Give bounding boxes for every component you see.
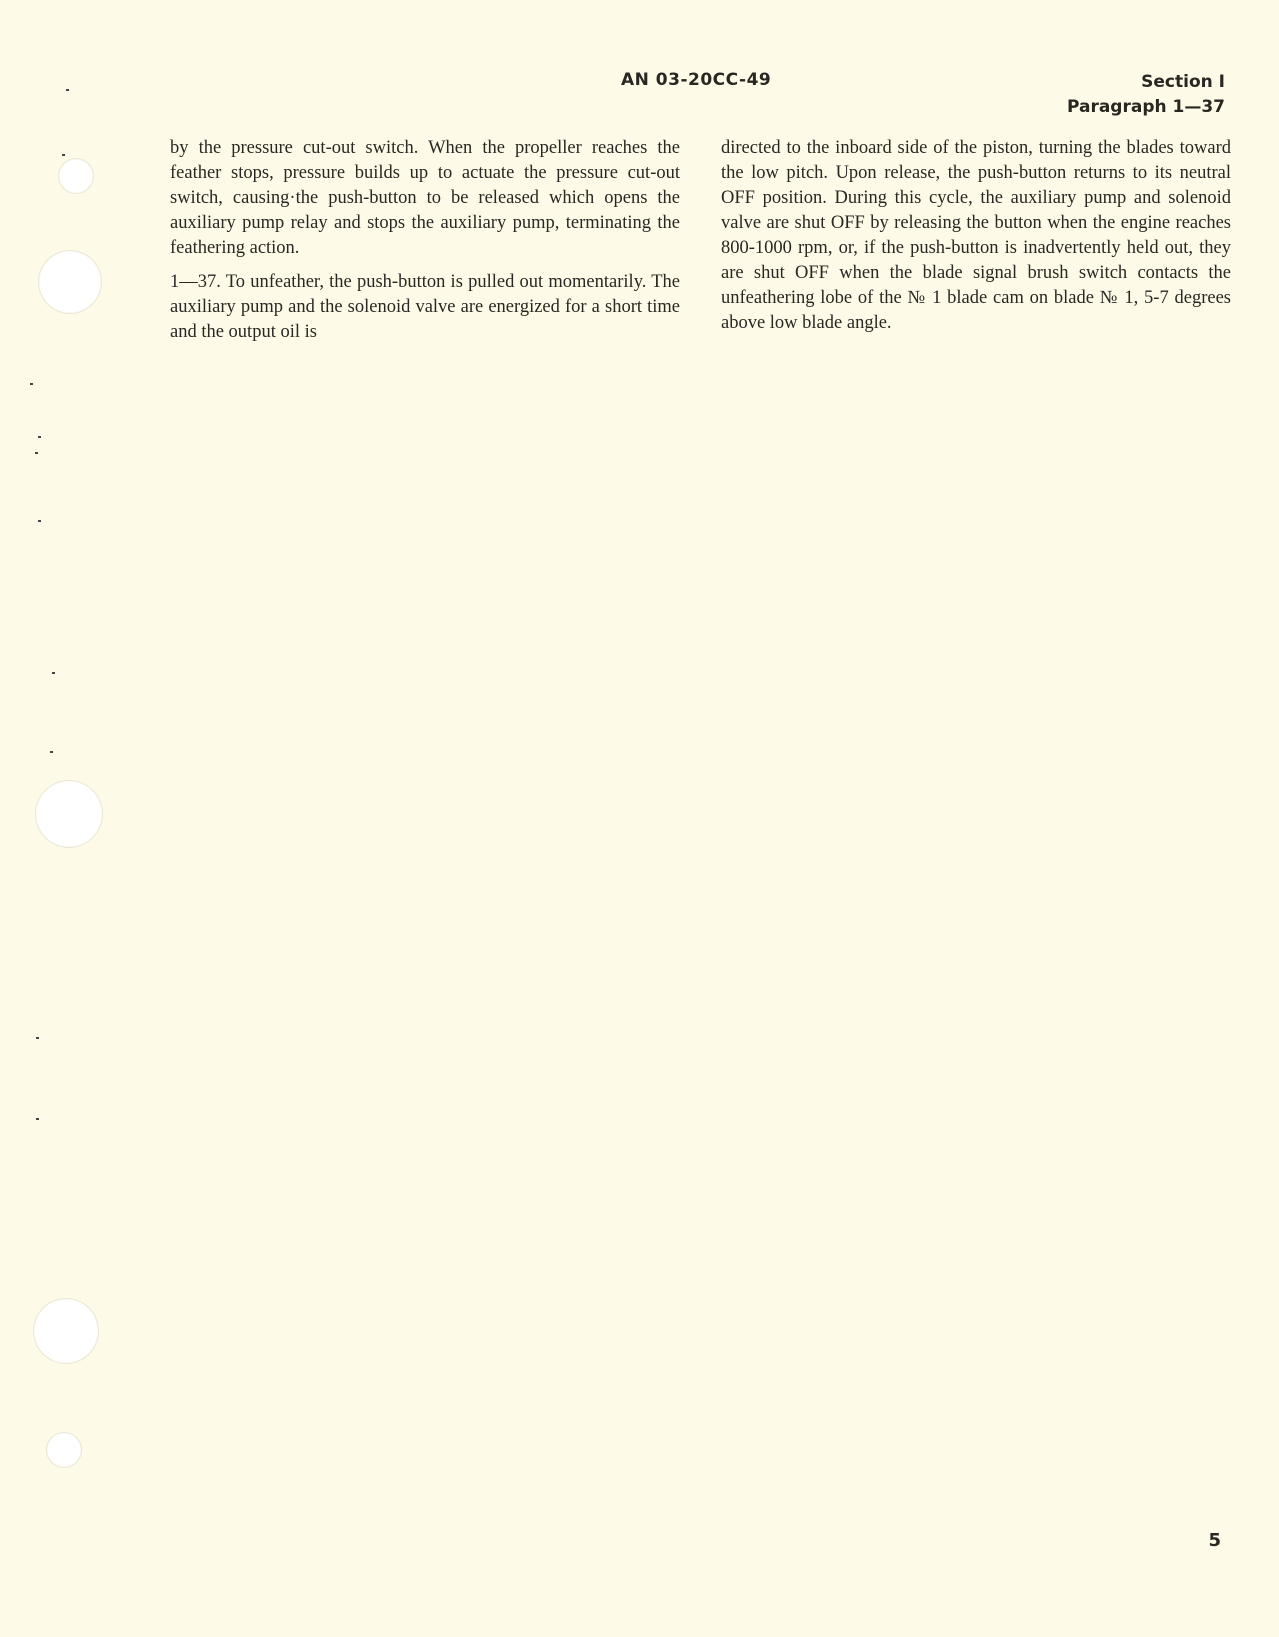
punch-hole bbox=[35, 780, 103, 848]
margin-mark bbox=[30, 383, 33, 385]
margin-mark bbox=[36, 1118, 39, 1120]
margin-mark bbox=[52, 672, 55, 674]
section-header bbox=[1067, 70, 1225, 120]
body-paragraph: by the pressure cut-out switch. When the propeller reaches the feather stops, pressure builds up to actuate the pressure cut-out switch, causing·the push-button to be released which opens the auxiliary pump relay and stops the auxiliary pump, terminating the feathering action. bbox=[170, 138, 680, 258]
paragraph-label: Paragraph 1—37 bbox=[1066, 97, 1225, 117]
punch-hole bbox=[46, 1432, 82, 1468]
section-label: Section I bbox=[1141, 72, 1225, 92]
margin-mark bbox=[38, 436, 41, 438]
margin-mark bbox=[36, 1037, 39, 1039]
punch-hole bbox=[58, 158, 94, 194]
body-paragraph-1-37: 1—37. To unfeather, the push-button is pulled out momentarily. The auxiliary pump and the solenoid valve are energized for a short time and the output oil is bbox=[170, 272, 680, 342]
punch-hole bbox=[33, 1298, 99, 1364]
margin-mark bbox=[38, 520, 41, 522]
margin-mark bbox=[35, 452, 38, 454]
margin-mark bbox=[50, 751, 53, 753]
document-number: AN 03-20CC-49 bbox=[621, 70, 772, 90]
right-column bbox=[721, 136, 1231, 345]
page-number: 5 bbox=[1208, 1530, 1221, 1551]
body-paragraph-continued: directed to the inboard side of the piston, turning the blades toward the low pitch. Upon release, the push-button returns to its neutral OFF position. During this cycle, the auxiliary pump and solenoid valve are shut OFF by releasing the button when the engine reaches 800-1000 rpm, or, if the push-button is inadvertently held out, they are shut OFF when the blade signal brush switch contacts the unfeathering lobe of the № 1 blade cam on blade № 1, 5-7 degrees above low blade angle. bbox=[721, 138, 1231, 333]
left-column bbox=[170, 136, 680, 354]
margin-mark bbox=[66, 89, 69, 91]
punch-hole bbox=[38, 250, 102, 314]
margin-mark bbox=[62, 154, 65, 156]
